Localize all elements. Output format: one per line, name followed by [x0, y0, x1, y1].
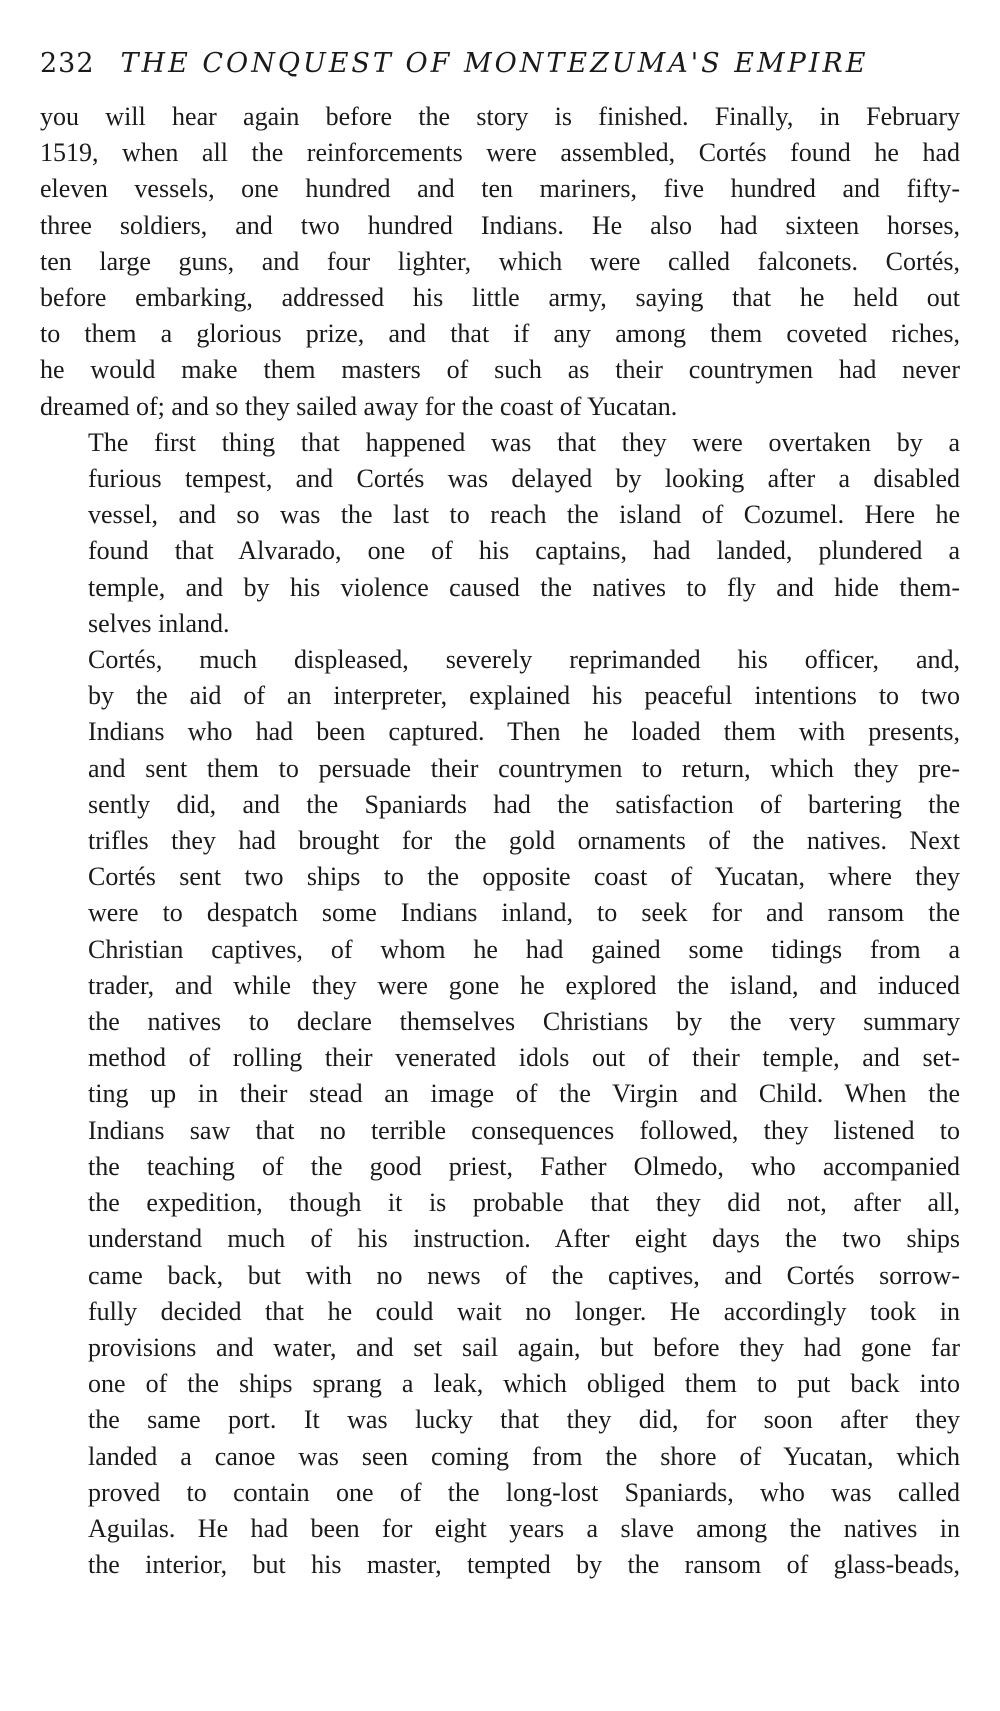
text-line: ten large guns, and four lighter, which were called falconets. Cortés, [40, 246, 960, 276]
text-line: came back, but with no news of the captives, and Cortés sorrow- [88, 1260, 960, 1290]
book-page [40, 48, 960, 1583]
text-line: trader, and while they were gone he explored the island, and induced [88, 970, 960, 1000]
text-line: landed a canoe was seen coming from the shore of Yucatan, which [88, 1441, 960, 1471]
text-line: were to despatch some Indians inland, to seek for and ransom the [88, 898, 960, 928]
text-line: the expedition, though it is probable that they did not, after all, [88, 1188, 960, 1218]
text-line: the natives to declare themselves Christians by the very summary [88, 1007, 960, 1037]
text-line: ting up in their stead an image of the Virgin and Child. When the [88, 1079, 960, 1109]
text-line: trifles they had brought for the gold ornaments of the natives. Next [88, 826, 960, 856]
text-line: the same port. It was lucky that they did, for soon after they [88, 1405, 960, 1435]
text-line: fully decided that he could wait no longer. He accordingly took in [88, 1296, 960, 1326]
text-line: provisions and water, and set sail again, but before they had gone far [88, 1332, 960, 1362]
running-header [40, 48, 960, 79]
text-line: 1519, when all the reinforcements were assembled, Cortés found he had [40, 138, 960, 168]
text-line: one of the ships sprang a leak, which obliged them to put back into [88, 1369, 960, 1399]
text-line: found that Alvarado, one of his captains, had landed, plundered a [88, 536, 960, 566]
text-line: he would make them masters of such as their countrymen had never [40, 355, 960, 385]
paragraph-1 [40, 99, 960, 425]
text-line: three soldiers, and two hundred Indians. He also had sixteen horses, [40, 210, 960, 240]
paragraph-3 [40, 642, 960, 1583]
page-number: 232 [40, 48, 95, 79]
text-line: to them a glorious prize, and that if any among them coveted riches, [40, 319, 960, 349]
text-line: Cortés, much displeased, severely reprimanded his officer, and, [88, 645, 960, 675]
text-line: Indians saw that no terrible consequences followed, they listened to [88, 1115, 960, 1145]
text-line: furious tempest, and Cortés was delayed by looking after a disabled [88, 464, 960, 494]
text-line: the teaching of the good priest, Father Olmedo, who accompanied [88, 1151, 960, 1181]
text-line: before embarking, addressed his little army, saying that he held out [40, 283, 960, 313]
text-line: you will hear again before the story is finished. Finally, in February [40, 102, 960, 131]
text-line: Cortés sent two ships to the opposite coast of Yucatan, where they [88, 862, 960, 892]
text-line: by the aid of an interpreter, explained his peaceful intentions to two [88, 681, 960, 711]
text-line: sently did, and the Spaniards had the satisfaction of bartering the [88, 789, 960, 819]
running-title: THE CONQUEST OF MONTEZUMA'S EMPIRE [120, 48, 869, 79]
text-line: temple, and by his violence caused the natives to fly and hide them- [88, 572, 960, 602]
text-line: proved to contain one of the long-lost Spaniards, who was called [88, 1477, 960, 1507]
body-text [40, 99, 960, 1583]
text-line: and sent them to persuade their countrymen to return, which they pre- [88, 753, 960, 783]
paragraph-2 [40, 425, 960, 642]
text-line: Christian captives, of whom he had gained some tidings from a [88, 934, 960, 964]
text-line: the interior, but his master, tempted by the ransom of glass-beads, [88, 1550, 960, 1580]
text-line: Aguilas. He had been for eight years a slave among the natives in [88, 1513, 960, 1543]
text-line: vessel, and so was the last to reach the island of Cozumel. Here he [88, 500, 960, 530]
text-line: method of rolling their venerated idols out of their temple, and set- [88, 1043, 960, 1073]
text-line: eleven vessels, one hundred and ten mariners, five hundred and fifty- [40, 174, 960, 204]
text-line: selves inland. [88, 608, 230, 638]
text-line: understand much of his instruction. After eight days the two ships [88, 1224, 960, 1254]
text-line: dreamed of; and so they sailed away for the coast of Yucatan. [40, 391, 678, 421]
text-line: Indians who had been captured. Then he loaded them with presents, [88, 717, 960, 747]
text-line: The first thing that happened was that they were overtaken by a [88, 427, 960, 457]
